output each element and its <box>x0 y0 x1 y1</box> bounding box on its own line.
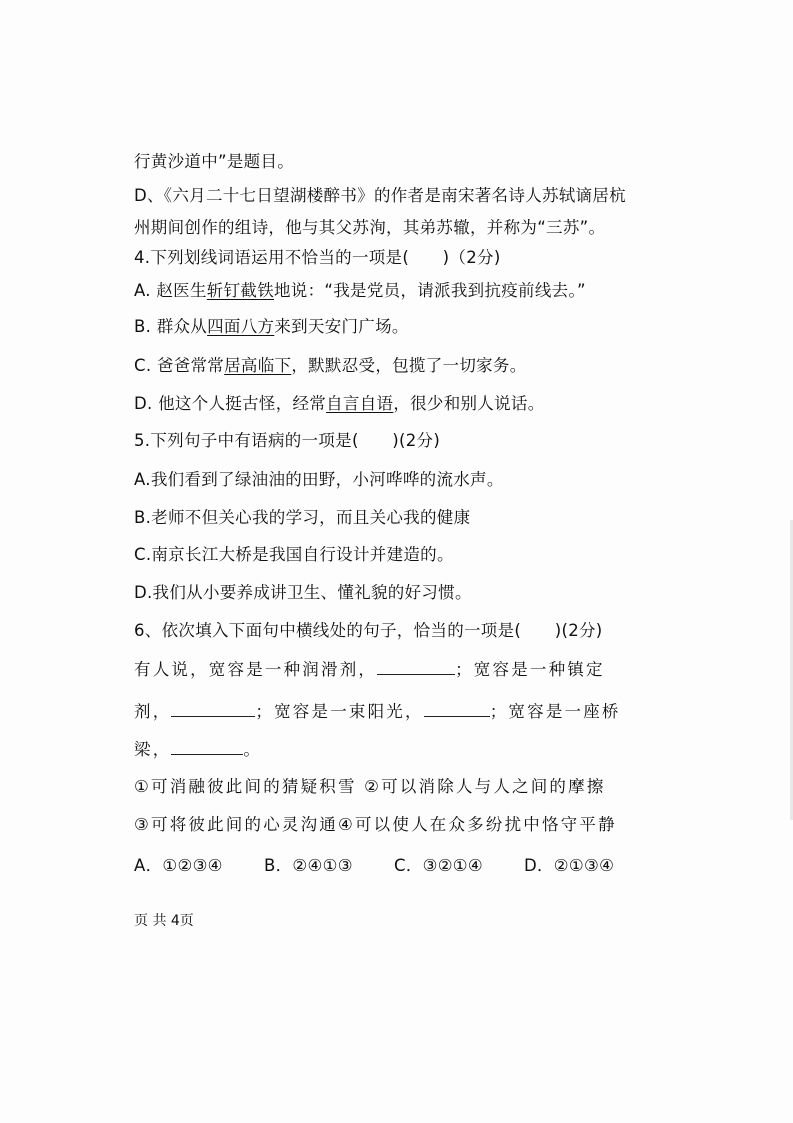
option-c: C．③②①④ <box>394 856 483 875</box>
text: D.我们从小要养成讲卫生、懂礼貌的好习惯。 <box>134 583 472 602</box>
question-4-option-a <box>134 281 586 301</box>
text-line-option-d <box>134 186 626 206</box>
text: 有人说，宽容是一种润滑剂， <box>134 660 378 679</box>
underlined-word: 斩钉截铁 <box>206 281 274 300</box>
question-6-options <box>134 856 614 876</box>
text: D. 他这个人挺古怪，经常 <box>134 394 327 413</box>
text: 梁， <box>134 740 172 759</box>
text: B. 群众从 <box>134 317 208 336</box>
text: 来到天安门广场。 <box>274 317 409 336</box>
question-5-option-a <box>134 470 504 490</box>
question-5-option-c <box>134 545 454 565</box>
option-d: D．②①③④ <box>524 856 615 875</box>
page-footer <box>134 912 194 930</box>
text: 行黄沙道中”是题目。 <box>134 152 295 171</box>
text: ；宽容是一种镇定 <box>455 660 605 679</box>
question-6-stem <box>134 621 603 641</box>
fill-blank <box>377 660 455 675</box>
text: A. 赵医生 <box>134 281 207 300</box>
text: A.我们看到了绿油油的田野，小河哗哗的流水声。 <box>134 470 504 489</box>
text: ①可消融彼此间的猜疑积雪 ②可以消除人与人之间的摩擦 <box>134 777 606 796</box>
text: D、《六月二十七日望湖楼醉书》的作者是南宋著名诗人苏轼谪居杭 <box>134 186 626 205</box>
question-6-passage-line-2 <box>134 702 621 722</box>
option-b: B．②④①③ <box>264 856 353 875</box>
text: ，很少和别人说话。 <box>393 394 545 413</box>
fill-blank <box>171 740 243 755</box>
question-6-sentences-1-2 <box>134 777 606 797</box>
text: ；宽容是一座桥 <box>489 702 621 721</box>
underlined-word: 居高临下 <box>224 356 292 375</box>
underlined-word: 自言自语 <box>326 394 394 413</box>
question-6-sentences-3-4 <box>134 815 617 835</box>
text: 5.下列句子中有语病的一项是( )(2分) <box>134 431 441 450</box>
underlined-word: 四面八方 <box>207 317 275 336</box>
question-6-passage-line-1 <box>134 660 605 680</box>
text: ；宽容是一束阳光， <box>255 702 424 721</box>
question-5-option-d <box>134 583 472 603</box>
question-5-option-b <box>134 508 470 528</box>
text: 地说：“我是党员，请派我到抗疫前线去。” <box>274 281 586 300</box>
page-number-text: 页 共 4页 <box>134 913 194 929</box>
text-line-option-d-cont <box>134 218 605 238</box>
text-line-continuation <box>134 152 294 172</box>
question-4-stem <box>134 248 501 268</box>
text: C.南京长江大桥是我国自行设计并建造的。 <box>134 545 454 564</box>
text: B.老师不但关心我的学习，而且关心我的健康 <box>134 508 471 527</box>
question-4-option-c <box>134 356 527 376</box>
text: 州期间创作的组诗，他与其父苏洵，其弟苏辙，并称为“三苏”。 <box>134 218 606 237</box>
question-6-passage-line-3 <box>134 740 262 760</box>
text: 4.下列划线词语运用不恰当的一项是( )（2分) <box>134 248 501 267</box>
text: 剂， <box>134 702 172 721</box>
fill-blank <box>171 702 255 717</box>
text: 6、依次填入下面句中横线处的句子，恰当的一项是( )(2分) <box>134 621 603 640</box>
question-4-option-d <box>134 394 545 414</box>
option-a: A．①②③④ <box>134 856 223 875</box>
text: C. 爸爸常常 <box>134 356 225 375</box>
text: ③可将彼此间的心灵沟通④可以使人在众多纷扰中恪守平静 <box>134 815 617 834</box>
question-5-stem <box>134 431 440 451</box>
text: ，默默忍受，包揽了一切家务。 <box>291 356 527 375</box>
question-4-option-b <box>134 317 409 337</box>
text: 。 <box>243 740 263 759</box>
fill-blank <box>424 702 490 717</box>
